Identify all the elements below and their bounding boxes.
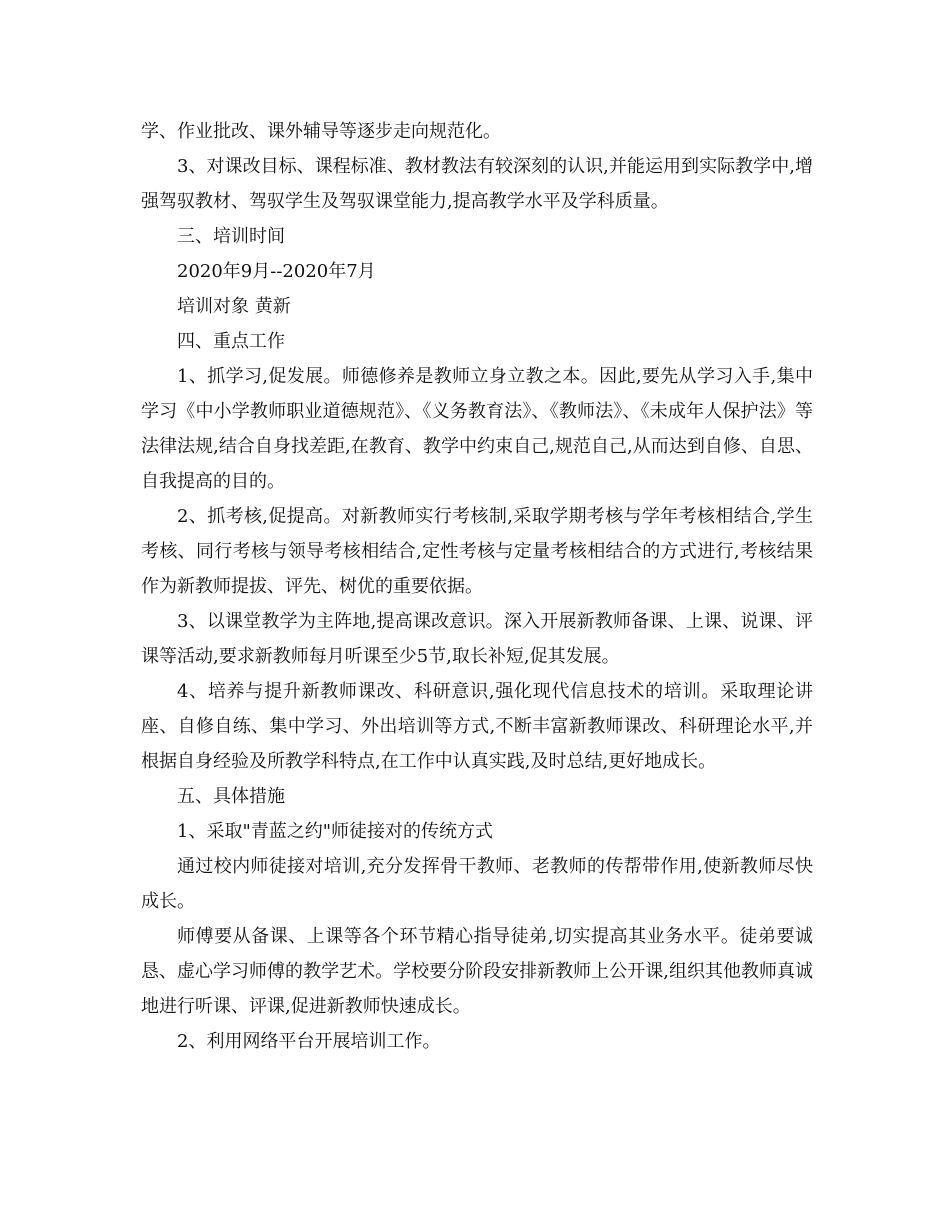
paragraph: 1、采取"青蓝之约"师徒接对的传统方式	[177, 821, 494, 842]
section-heading: 四、重点工作	[177, 331, 285, 352]
paragraph: 2、利用网络平台开展培训工作。	[177, 1031, 441, 1052]
paragraph: 学、作业批改、课外辅导等逐步走向规范化。	[141, 121, 501, 142]
paragraph: 培训对象 黄新	[177, 296, 291, 317]
paragraph: 2020年9月--2020年7月	[177, 261, 376, 282]
paragraph: 3、对课改目标、课程标准、教材教法有较深刻的认识,并能运用到实际教学中,增强驾驭教材、驾驭学生及驾驭课堂能力,提高教学水平及学科质量。	[141, 156, 813, 212]
paragraph: 3、以课堂教学为主阵地,提高课改意识。深入开展新教师备课、上课、说课、评课等活动,要求新教师每月听课至少5节,取长补短,促其发展。	[141, 611, 813, 667]
paragraph: 通过校内师徒接对培训,充分发挥骨干教师、老教师的传帮带作用,使新教师尽快成长。	[141, 856, 813, 912]
paragraph: 2、抓考核,促提高。对新教师实行考核制,采取学期考核与学年考核相结合,学生考核、同行考核与领导考核相结合,定性考核与定量考核相结合的方式进行,考核结果作为新教师提拔、评先、树优的重要依据。	[141, 506, 813, 597]
document-body	[141, 114, 813, 1059]
section-heading: 三、培训时间	[177, 226, 285, 247]
paragraph: 师傅要从备课、上课等各个环节精心指导徒弟,切实提高其业务水平。徒弟要诚恳、虚心学习师傅的教学艺术。学校要分阶段安排新教师上公开课,组织其他教师真诚地进行听课、评课,促进新教师快速成长。	[141, 926, 813, 1017]
paragraph: 4、培养与提升新教师课改、科研意识,强化现代信息技术的培训。采取理论讲座、自修自练、集中学习、外出培训等方式,不断丰富新教师课改、科研理论水平,并根据自身经验及所教学科特点,在工作中认真实践,及时总结,更好地成长。	[141, 681, 813, 772]
paragraph: 1、抓学习,促发展。师德修养是教师立身立教之本。因此,要先从学习入手,集中学习《中小学教师职业道德规范》、《义务教育法》、《教师法》、《未成年人保护法》等法律法规,结合自身找差距,在教育、教学中约束自己,规范自己,从而达到自修、自思、自我提高的目的。	[141, 366, 813, 492]
section-heading: 五、具体措施	[177, 786, 285, 807]
